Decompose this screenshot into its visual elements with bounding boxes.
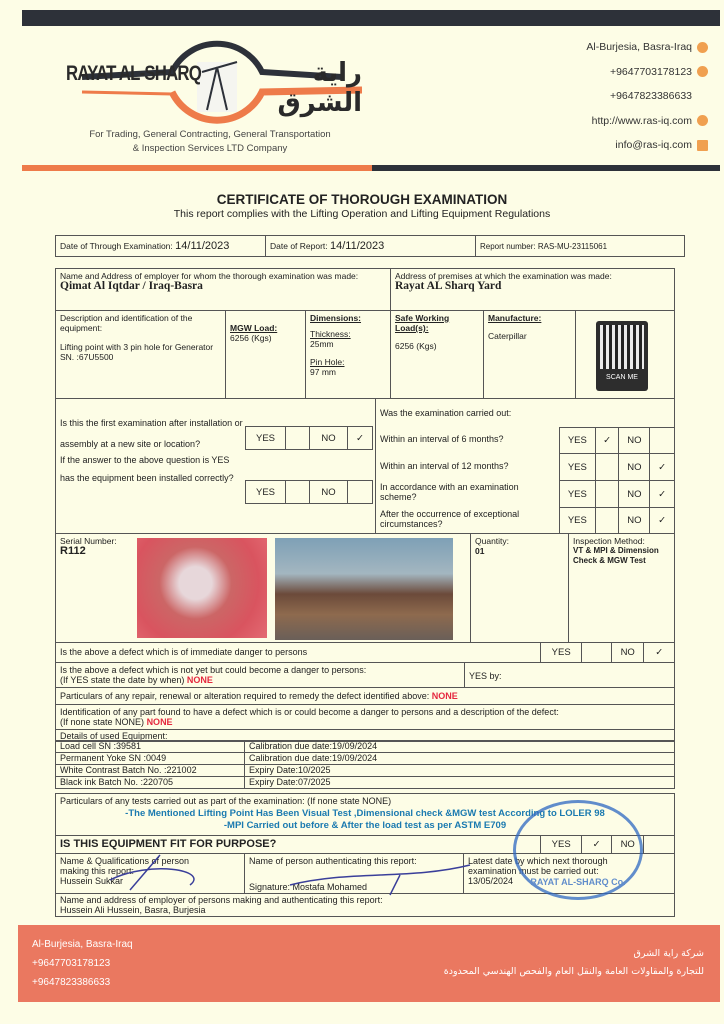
footer-company-ar: شركة راية الشرق: [633, 948, 704, 959]
web-icon: [697, 115, 708, 126]
report-maker-cell: Name & Qualifications of person making this report: Hussein Sukkar: [55, 853, 245, 894]
contact-website[interactable]: http://www.ras-iq.com: [586, 109, 708, 134]
employer-of-persons-row: Name and address of employer of persons making and authenticating this report: Hussein Ali Hussein, Basra, Burjesia: [55, 893, 675, 917]
footer-phone-1: +9647703178123: [32, 958, 111, 969]
future-danger-row: Is the above a defect which is not yet but could become a danger to persons: (If YES state the date by when) NONE: [55, 662, 465, 688]
fit-for-purpose-yes-no[interactable]: YES ✓ NO: [540, 835, 675, 854]
premises-cell: Address of premises at which the examination was made: Rayat AL Sharq Yard: [390, 268, 675, 311]
contact-email[interactable]: info@ras-iq.com: [586, 133, 708, 158]
installed-correctly-yes-no[interactable]: YES NO: [245, 480, 373, 504]
report-number-cell: Report number: RAS-MU-23115061: [475, 235, 685, 257]
qr-code[interactable]: [596, 321, 648, 391]
immediate-danger-yes-no[interactable]: YES NO ✓: [540, 642, 675, 663]
company-stamp: RAYAT AL-SHARQ Co.: [513, 800, 643, 900]
header-contacts: [586, 35, 708, 158]
equipment-date: Calibration due date:19/09/2024: [244, 752, 675, 765]
used-equipment-label: Details of used Equipment:: [55, 729, 675, 742]
tagline-line: & Inspection Services LTD Company: [132, 143, 288, 154]
exam-date-cell: Date of Through Examination: 14/11/2023: [55, 235, 266, 257]
employer-cell: Name and Address of employer for whom the thorough examination was made: Qimat Al Iqtdar / Iraq-Basra: [55, 268, 391, 311]
location-icon: [697, 42, 708, 53]
equipment-date: Calibration due date:19/09/2024: [244, 740, 675, 753]
lifting-point-photo: [137, 538, 267, 638]
divider-orange: [22, 165, 372, 171]
generator-site-photo: [275, 538, 453, 640]
questions-right: Was the examination carried out: Within an interval of 6 months? Within an interval of 12 months? In accordance with an examination scheme? After the occurrence of exceptional circumstances?: [375, 398, 675, 534]
equipment-id: White Contrast Batch No. :221002: [55, 764, 245, 777]
footer-phone-2: +9647823386633: [32, 977, 111, 988]
certificate-subtitle: This report complies with the Lifting Operation and Lifting Equipment Regulations: [173, 208, 551, 220]
brand-name-en: RAYAT AL-SHARQ: [66, 62, 202, 85]
first-exam-yes-no[interactable]: YES NO ✓: [245, 426, 373, 450]
safe-working-load: Safe Working Load(s): 6256 (Kgs): [390, 310, 484, 399]
qr-cell: [575, 310, 675, 399]
equipment-id: Load cell SN :39581: [55, 740, 245, 753]
mail-icon: [697, 140, 708, 151]
serial-cell: Serial Number: R112: [55, 533, 471, 643]
footer-address: Al-Burjesia, Basra-Iraq: [32, 939, 133, 950]
phone-icon: [697, 66, 708, 77]
header-top-bar: [22, 10, 720, 26]
equipment-id: Black ink Batch No. :220705: [55, 776, 245, 789]
certificate-title: CERTIFICATE OF THOROUGH EXAMINATION: [216, 192, 508, 207]
equipment-date: Expiry Date:07/2025: [244, 776, 675, 789]
exam-scheme-yes-no[interactable]: YES NO ✓: [559, 480, 675, 508]
footer-tagline-ar: للتجارة والمقاولات العامة والنقل العام والفحص الهندسي المحدودة: [443, 966, 704, 977]
questions-left: Is this the first examination after installation or assembly at a new site or location? If the answer to the above question is YES has the equipment been installed correctly?: [55, 398, 376, 534]
mgw-load: MGW Load: 6256 (Kgs): [225, 310, 306, 399]
signature-mark: [90, 850, 490, 900]
tests-row: Particulars of any tests carried out as part of the examination: (If none state NONE) -The Mentioned Lifting Point Has Been Visual Test ,Dimensional check &MGW test According to LOLER 98 -MPI Carried out before & After the load test as per ASTM E709: [55, 793, 675, 836]
interval-12-months-yes-no[interactable]: YES NO ✓: [559, 453, 675, 481]
contact-address: Al-Burjesia, Basra-Iraq: [586, 35, 708, 60]
brand-name-ar: راية الشرق: [277, 58, 362, 118]
repair-row: Particulars of any repair, renewal or alteration required to remedy the defect identified above: NONE: [55, 687, 675, 705]
used-equipment-row: [55, 776, 675, 789]
interval-6-months-yes-no[interactable]: YES ✓ NO: [559, 427, 675, 454]
contact-phone-1: +9647703178123: [586, 60, 708, 85]
footer: [18, 925, 720, 1002]
qr-code-icon: [600, 325, 644, 369]
used-equipment-table: [55, 741, 675, 789]
report-date-cell: Date of Report: 14/11/2023: [265, 235, 476, 257]
equipment-date: Expiry Date:10/2025: [244, 764, 675, 777]
authenticator-cell: Name of person authenticating this report: Signature: Mostafa Mohamed: [244, 853, 464, 894]
company-logo: [62, 32, 362, 127]
tagline-line: For Trading, General Contracting, General Transportation: [89, 129, 331, 140]
tagline: [60, 128, 360, 156]
dimensions: Dimensions: Thickness: 25mm Pin Hole: 97 mm: [305, 310, 391, 399]
divider-dark: [372, 165, 720, 171]
quantity-cell: Quantity: 01: [470, 533, 569, 643]
equipment-id: Permanent Yoke SN :0049: [55, 752, 245, 765]
next-exam-cell: Latest date by which next thorough examination must be carried out: 13/05/2024: [463, 853, 675, 894]
inspection-method-cell: Inspection Method: VT & MPI & Dimension Check & MGW Test: [568, 533, 675, 643]
fit-for-purpose-row: IS THIS EQUIPMENT FIT FOR PURPOSE?: [55, 835, 675, 854]
exceptional-circumstances-yes-no[interactable]: YES NO ✓: [559, 507, 675, 534]
scan-me-label: SCAN ME: [606, 374, 638, 381]
manufacture: Manufacture: Caterpillar: [483, 310, 576, 399]
contact-phone-2: +9647823386633: [609, 90, 692, 102]
equipment-description: Description and identification of the equipment: Lifting point with 3 pin hole for Generator SN. :67U5500: [55, 310, 226, 399]
yes-by-cell: YES by:: [464, 662, 675, 688]
immediate-danger-row: Is the above a defect which is of immediate danger to persons: [55, 642, 675, 663]
defect-identification-row: Identification of any part found to have a defect which is or could become a danger to persons and a description of the defect: (If none state NONE) NONE: [55, 704, 675, 730]
